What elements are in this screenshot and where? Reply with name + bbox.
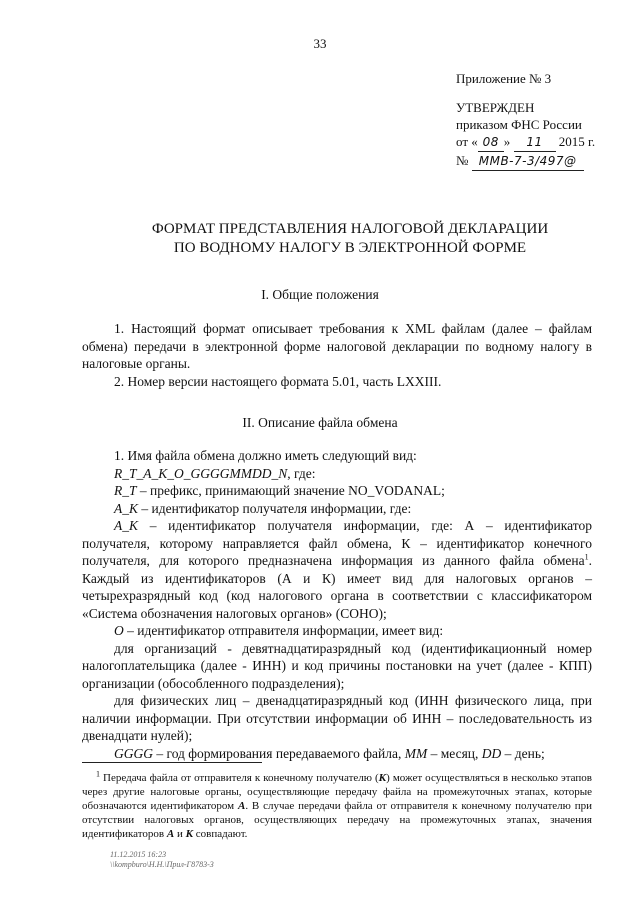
paragraph xyxy=(82,482,592,500)
paragraph: 1. Настоящий формат описывает требования к XML файлам (далее – файлам обмена) передачи в электронной форме налоговой декларации по водному налогу в налоговые органы. xyxy=(82,321,592,371)
term: A_K xyxy=(114,518,139,533)
footnote-text xyxy=(82,771,592,841)
text: Передача файла от отправителя к конечному получателю ( xyxy=(100,772,379,784)
term: А xyxy=(166,828,175,840)
term: GGGG xyxy=(114,745,153,761)
print-stamp xyxy=(110,850,214,870)
section-2-body xyxy=(82,447,592,762)
term: А xyxy=(237,800,246,812)
number-prefix: № xyxy=(456,153,469,168)
text: . В случае передачи файла от отправителя к конечному получателю при отсутствии налоговых органов, осуществляющих передачу на промежуточных этапах, значения идентификаторов xyxy=(82,800,592,840)
page-number: 33 xyxy=(313,36,327,51)
paragraph: для организаций - девятнадцатиразрядный код (идентификационный номер налогоплательщика (далее - ИНН) и код причины постановки на учет (далее - КПП) организации (обособленного подразделения); xyxy=(82,640,592,691)
paragraph xyxy=(82,465,592,483)
term: DD xyxy=(481,745,502,761)
stamp-date: 11.12.2015 16:23 xyxy=(110,850,167,859)
section-1-body xyxy=(82,320,592,390)
paragraph: 1. Имя файла обмена должно иметь следующий вид: xyxy=(114,448,417,463)
paragraph: 2. Номер версии настоящего формата 5.01, часть LXXIII. xyxy=(114,373,442,389)
text: – идентификатор получателя информации, где: А – идентификатор получателя, которому направляется файл обмена, К – идентификатор конечного получателя, для которого предназначена информация из данного файла обмена xyxy=(82,518,592,568)
paragraph xyxy=(82,622,592,640)
footnote-divider xyxy=(82,762,262,763)
title-line-1: ФОРМАТ ПРЕДСТАВЛЕНИЯ НАЛОГОВОЙ ДЕКЛАРАЦИИ xyxy=(151,221,549,237)
footnote-mark: 1 xyxy=(96,769,100,779)
text: – идентификатор получателя информации, где: xyxy=(138,500,412,516)
text: . Каждый из идентификаторов (А и К) имеет вид для налоговых органов – четырехразрядный код (код налогового органа в соответствии с классификатором «Система обозначения налоговых органов» (СОНО); xyxy=(82,553,592,621)
appendix-label: Приложение № 3 xyxy=(456,71,552,86)
text: – идентификатор отправителя информации, имеет вид: xyxy=(123,623,444,638)
text: – месяц, xyxy=(427,745,482,761)
section-2-heading: II. Описание файла обмена xyxy=(242,415,398,430)
text: – префикс, принимающий значение NO_VODANAL; xyxy=(136,483,445,498)
text: ) может осуществляться в несколько этапов через другие налоговые органы, осуществляющие передачу файла на промежуточных этапах, которые обозначаются идентификатором xyxy=(82,772,592,812)
text: и xyxy=(174,828,186,840)
section-1-heading: I. Общие положения xyxy=(261,287,379,302)
text: – день; xyxy=(501,745,545,761)
date-year: 2015 г. xyxy=(558,134,596,149)
term: A_K xyxy=(114,500,139,516)
text: , где: xyxy=(287,465,316,481)
paragraph xyxy=(82,500,592,518)
footnote xyxy=(82,771,592,841)
paragraph xyxy=(82,517,592,622)
date-prefix: от « xyxy=(456,134,478,149)
document-title xyxy=(60,220,640,258)
term: MM xyxy=(404,745,428,761)
approval-block xyxy=(456,70,595,171)
date-month-handwritten: 11 xyxy=(514,134,556,152)
footnote-ref: 1 xyxy=(584,552,589,562)
title-line-2: ПО ВОДНОМУ НАЛОГУ В ЭЛЕКТРОННОЙ ФОРМЕ xyxy=(173,240,527,256)
term: R_T xyxy=(114,483,137,498)
date-day-handwritten: 08 xyxy=(478,134,504,152)
text: – год формирования передаваемого файла, xyxy=(153,745,405,761)
file-name-pattern: R_T_A_K_O_GGGGMMDD_N xyxy=(114,465,288,481)
stamp-path: \\kompburo\Н.Н.\Прил-Г8783-3 xyxy=(110,860,214,869)
term: К xyxy=(185,828,194,840)
text: совпадают. xyxy=(193,828,248,840)
approval-date xyxy=(456,133,595,152)
paragraph xyxy=(82,745,592,763)
approval-number xyxy=(456,152,595,171)
approved-label: УТВЕРЖДЕН xyxy=(456,100,535,115)
term: O xyxy=(114,623,124,638)
term: К xyxy=(378,772,387,784)
paragraph: для физических лиц – двенадцатиразрядный код (ИНН физического лица, при наличии информации. При отсутствии информации об ИНН – последовательность из двенадцати нулей); xyxy=(82,693,592,743)
number-handwritten: ММВ-7-3/497@ xyxy=(472,153,584,171)
order-label: приказом ФНС России xyxy=(456,117,582,132)
date-mid: » xyxy=(503,134,511,149)
